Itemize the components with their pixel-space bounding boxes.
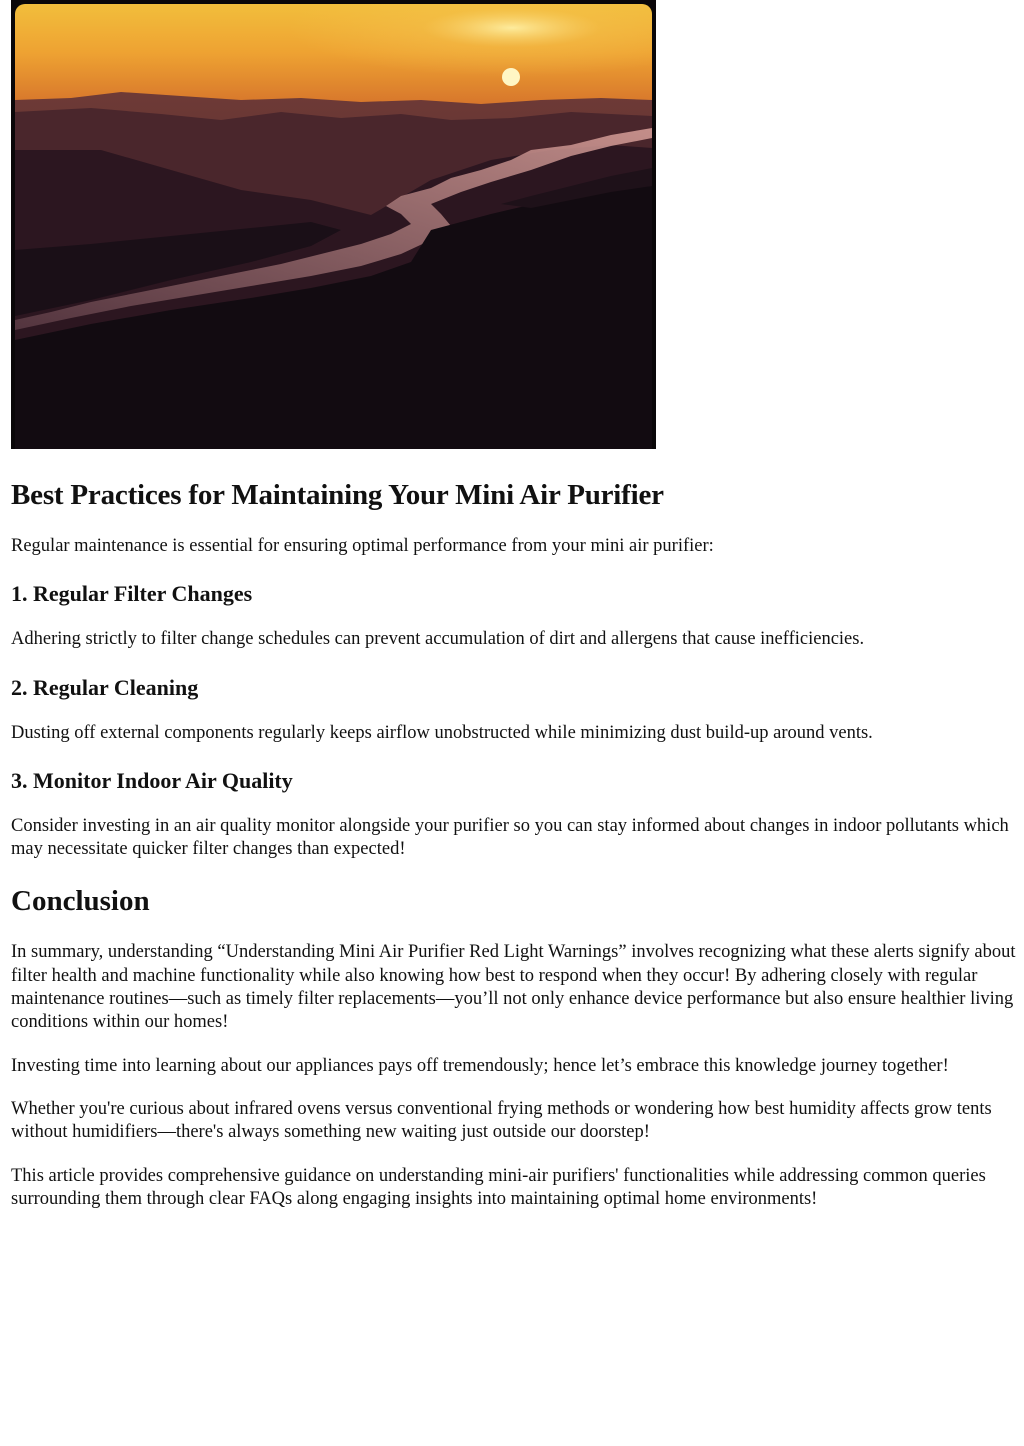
- conclusion-paragraph: In summary, understanding “Understanding Mini Air Purifier Red Light Warnings” involves recognizing what these alerts signify about filter health and machine functionality while also knowing how best to respond when they occur! By adhering closely with regular maintenance routines—such as timely filter replacements—you’ll not only enhance device performance but also ensure healthier living conditions within our homes!: [11, 942, 1016, 1033]
- article-page: [11, 0, 1016, 1211]
- conclusion-title: Conclusion: [11, 885, 150, 918]
- conclusion-paragraph: Investing time into learning about our appliances pays off tremendously; hence let’s embrace this knowledge journey together!: [11, 1055, 949, 1076]
- step-text-air-quality: Consider investing in an air quality monitor alongside your purifier so you can stay informed about changes in indoor pollutants which may necessitate quicker filter changes than expected!: [11, 815, 1009, 860]
- step-text-filter-changes: Adhering strictly to filter change schedules can prevent accumulation of dirt and allergens that cause inefficiencies.: [11, 629, 865, 650]
- conclusion-paragraph: Whether you're curious about infrared ovens versus conventional frying methods or wondering how best humidity affects grow tents without humidifiers—there's always something new waiting just outside our doorstep!: [11, 1098, 992, 1143]
- conclusion-paragraph: This article provides comprehensive guidance on understanding mini-air purifiers' functionalities while addressing common queries surrounding them through clear FAQs along engaging insights into maintaining optimal home environments!: [11, 1165, 986, 1209]
- step-text-cleaning: Dusting off external components regularly keeps airflow unobstructed while minimizing dust build-up around vents.: [11, 722, 873, 743]
- sunset-river-photo: [11, 0, 656, 449]
- sunset-river-photo-icon: [11, 0, 656, 449]
- section-title: Best Practices for Maintaining Your Mini Air Purifier: [11, 479, 664, 511]
- intro-paragraph: Regular maintenance is essential for ensuring optimal performance from your mini air purifier:: [11, 536, 714, 556]
- step-title-cleaning: 2. Regular Cleaning: [11, 674, 199, 700]
- step-title-air-quality: 3. Monitor Indoor Air Quality: [11, 767, 293, 793]
- step-title-filter-changes: 1. Regular Filter Changes: [11, 581, 253, 607]
